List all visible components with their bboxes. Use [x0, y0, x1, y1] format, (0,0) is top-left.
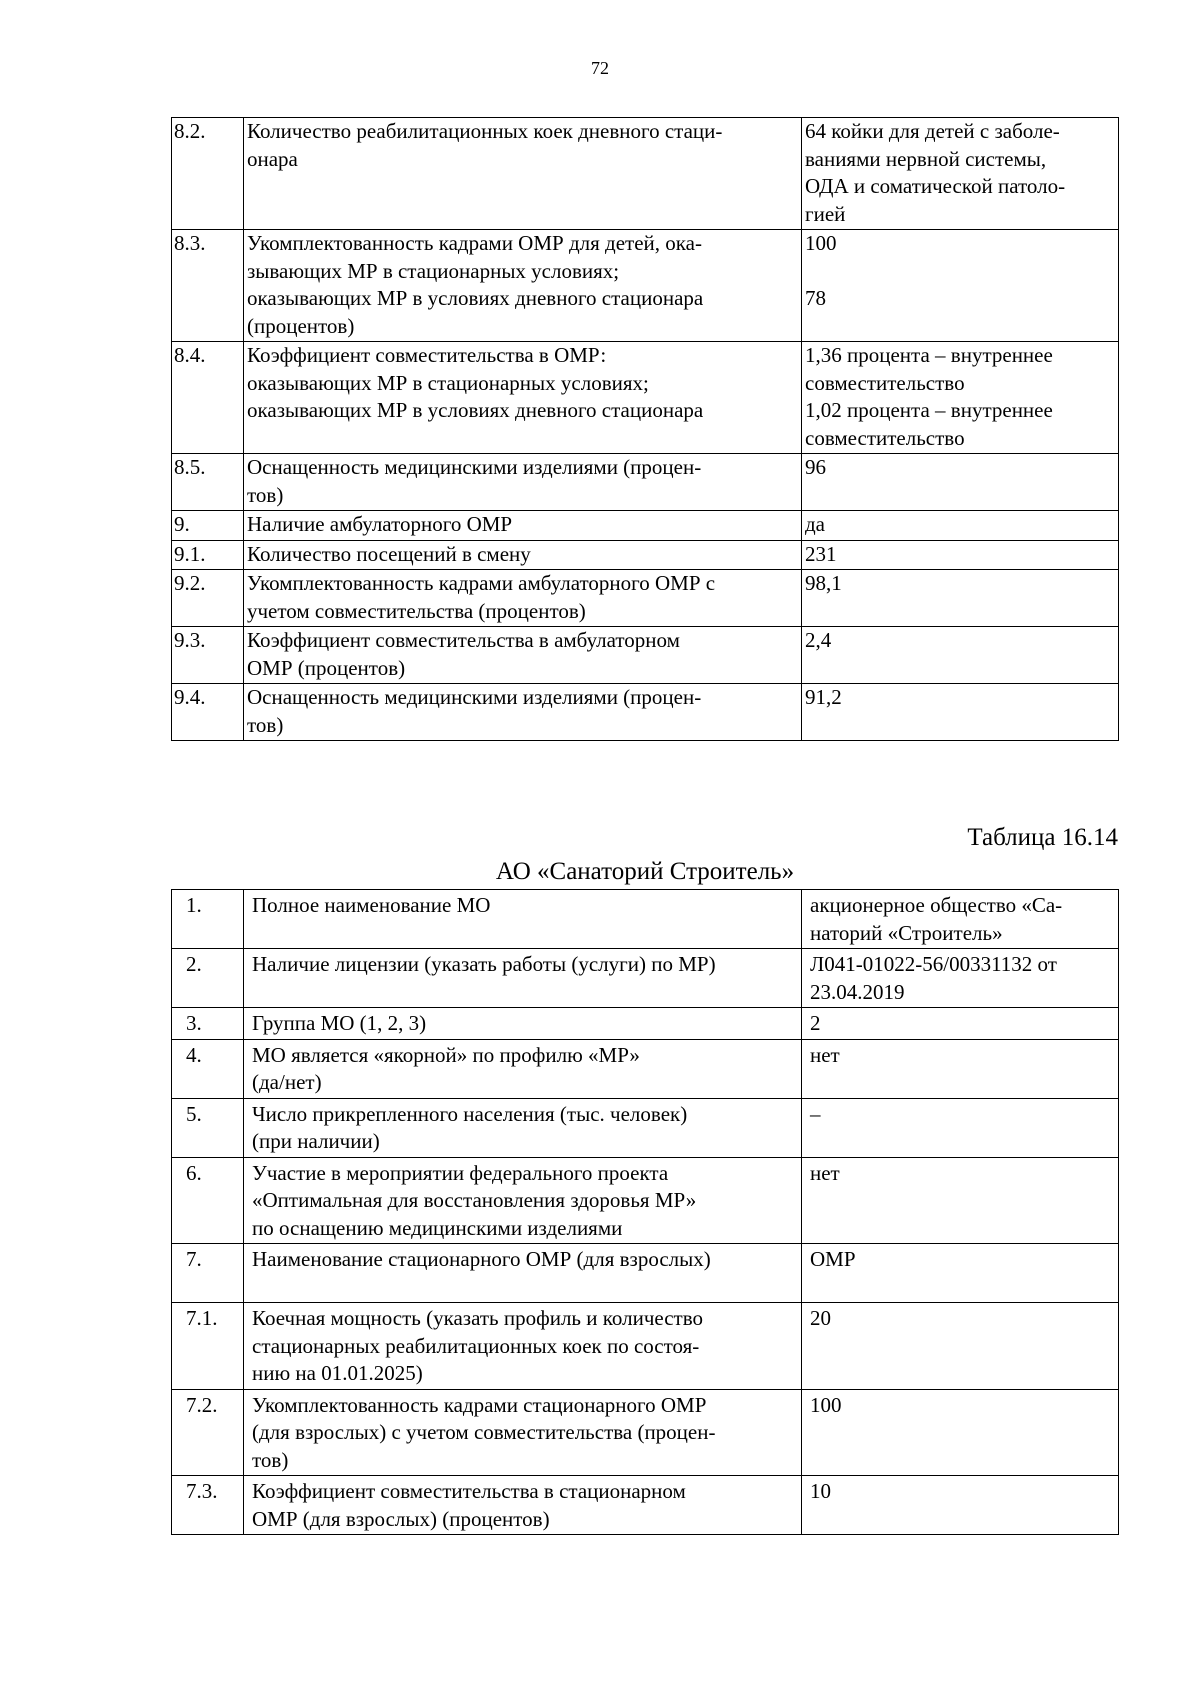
row-number: 9. [172, 511, 244, 541]
table-row [172, 118, 1119, 230]
indicator-name-line: Коечная мощность (указать профиль и количество [252, 1306, 703, 1330]
indicator-name [244, 540, 802, 570]
indicator-value-line: ваниями нервной системы, [805, 146, 1047, 171]
indicator-name-line: (да/нет) [252, 1070, 322, 1094]
indicator-value [802, 890, 1119, 949]
table-caption: Таблица 16.14 [967, 824, 1118, 851]
indicator-value-line: да [805, 512, 826, 536]
table-row [172, 1476, 1119, 1535]
indicator-value [802, 684, 1119, 741]
indicator-name-line: учетом совместительства (процентов) [247, 598, 586, 623]
indicator-name [244, 1303, 802, 1390]
indicator-value-line: нет [810, 1042, 840, 1067]
indicator-name-line: (при наличии) [252, 1129, 380, 1153]
sanatorium-stroitel-table [171, 889, 1119, 1535]
indicator-name-line: Число прикрепленного населения (тыс. человек) [252, 1101, 688, 1126]
indicator-value [802, 118, 1119, 230]
indicator-name-line [252, 1274, 795, 1302]
indicator-name-line: оказывающих МР в условиях дневного стационара [247, 286, 704, 310]
indicator-value [802, 540, 1119, 570]
indicator-name-line: Укомплектованность кадрами амбулаторного ОМР с [247, 571, 716, 595]
table-row [172, 454, 1119, 511]
indicator-value-line: нет [810, 1160, 840, 1185]
indicator-value-line: акционерное общество «Са- [810, 893, 1063, 917]
indicator-name-line: МО является «якорной» по профилю «МР» [252, 1042, 640, 1067]
indicator-value [802, 1303, 1119, 1390]
indicator-value [802, 1476, 1119, 1535]
indicator-name-line: ОМР (процентов) [247, 655, 406, 680]
table-row [172, 890, 1119, 949]
row-number: 9.2. [172, 570, 244, 627]
indicator-value-line: 64 койки для детей с заболе- [805, 119, 1060, 143]
indicator-name-line: Укомплектованность кадрами стационарного ОМР [252, 1392, 707, 1417]
table-row [172, 1389, 1119, 1476]
indicator-name [244, 1476, 802, 1535]
row-number: 8.3. [172, 230, 244, 342]
indicator-value-line: 20 [810, 1306, 831, 1330]
indicator-name-line: тов) [247, 712, 284, 737]
indicator-value-line: 231 [805, 541, 837, 566]
indicator-name-line: Количество посещений в смену [247, 541, 531, 566]
indicator-name [244, 511, 802, 541]
row-number: 8.5. [172, 454, 244, 511]
indicator-name-line: Участие в мероприятии федерального проекта [252, 1160, 669, 1185]
indicator-value-line: 1,36 процента – внутреннее [805, 343, 1053, 367]
indicator-name [244, 949, 802, 1008]
row-number: 6. [172, 1157, 244, 1244]
indicator-value-line: 100 [810, 1392, 842, 1417]
row-number: 7.2. [172, 1389, 244, 1476]
indicator-value-line: 1,02 процента – внутреннее [805, 398, 1053, 422]
indicator-name [244, 570, 802, 627]
table-row [172, 1157, 1119, 1244]
row-number: 7.3. [172, 1476, 244, 1535]
table-row [172, 1008, 1119, 1040]
row-number: 2. [172, 949, 244, 1008]
indicator-name-line: тов) [252, 1447, 289, 1472]
indicator-name-line: Оснащенность медицинскими изделиями (процен- [247, 685, 702, 709]
indicator-name-line: Коэффициент совместительства в амбулаторном [247, 628, 680, 652]
indicator-value-line: Л041-01022-56/00331132 от [810, 952, 1057, 976]
table-row [172, 627, 1119, 684]
row-number: 8.2. [172, 118, 244, 230]
indicator-value-line: 91,2 [805, 685, 842, 709]
indicator-name [244, 1039, 802, 1098]
indicator-name [244, 454, 802, 511]
row-number: 5. [172, 1098, 244, 1157]
indicator-name-line: Группа МО (1, 2, 3) [252, 1011, 427, 1035]
indicator-value [802, 454, 1119, 511]
indicator-name-line: Количество реабилитационных коек дневного стаци- [247, 119, 723, 143]
indicator-value-line: 2 [810, 1011, 821, 1035]
page-number: 72 [591, 58, 609, 78]
indicators-table-continued [171, 117, 1119, 741]
indicator-name-line: (для взрослых) с учетом совместительства (процен- [252, 1420, 716, 1444]
indicator-name [244, 627, 802, 684]
indicator-value [802, 1157, 1119, 1244]
indicator-value-line: ОМР [810, 1247, 856, 1271]
indicator-name [244, 1157, 802, 1244]
indicator-value [802, 570, 1119, 627]
indicator-value-line: 98,1 [805, 571, 842, 595]
table-title: АО «Санаторий Строитель» [495, 858, 795, 885]
indicator-name-line: Укомплектованность кадрами ОМР для детей, ока- [247, 231, 702, 255]
indicator-name [244, 1244, 802, 1303]
indicator-name-line: (процентов) [247, 313, 355, 338]
table-row [172, 684, 1119, 741]
indicator-value-line: 96 [805, 455, 826, 479]
row-number: 8.4. [172, 342, 244, 454]
row-number: 3. [172, 1008, 244, 1040]
table-row [172, 230, 1119, 342]
indicator-name [244, 342, 802, 454]
indicator-value-line [805, 258, 1114, 286]
indicator-name-line: Коэффициент совместительства в ОМР: [247, 343, 607, 367]
indicator-value [802, 627, 1119, 684]
indicator-value-line: 2,4 [805, 628, 832, 652]
indicator-name [244, 684, 802, 741]
indicator-name-line: Оснащенность медицинскими изделиями (процен- [247, 455, 702, 479]
indicator-value-line: 100 [805, 231, 837, 255]
table-row [172, 511, 1119, 541]
indicator-value-line: наторий «Строитель» [810, 920, 1003, 945]
indicator-name-line: оказывающих МР в стационарных условиях; [247, 370, 649, 395]
indicator-name-line: оказывающих МР в условиях дневного стационара [247, 398, 704, 422]
indicator-value [802, 1008, 1119, 1040]
indicator-name-line: онара [247, 146, 298, 171]
indicator-value [802, 1389, 1119, 1476]
indicator-name-line: Коэффициент совместительства в стационарном [252, 1479, 686, 1503]
indicator-value [802, 342, 1119, 454]
indicator-value [802, 949, 1119, 1008]
indicator-name-line: зывающих МР в стационарных условиях; [247, 258, 620, 283]
table-row [172, 1303, 1119, 1390]
indicator-name [244, 890, 802, 949]
indicator-name [244, 1008, 802, 1040]
indicator-name-line: «Оптимальная для восстановления здоровья МР» [252, 1188, 697, 1212]
table-row [172, 1244, 1119, 1303]
indicator-value [802, 1098, 1119, 1157]
row-number: 9.4. [172, 684, 244, 741]
table-row [172, 570, 1119, 627]
indicator-name [244, 230, 802, 342]
indicator-name-line: Наличие лицензии (указать работы (услуги) по МР) [252, 952, 716, 976]
indicator-value-line: 10 [810, 1479, 831, 1503]
indicator-value-line: ОДА и соматической патоло- [805, 174, 1066, 198]
indicator-name [244, 118, 802, 230]
table-row [172, 1098, 1119, 1157]
indicator-name [244, 1389, 802, 1476]
indicator-value [802, 1244, 1119, 1303]
row-number: 1. [172, 890, 244, 949]
row-number: 7. [172, 1244, 244, 1303]
row-number: 4. [172, 1039, 244, 1098]
row-number: 9.3. [172, 627, 244, 684]
indicator-name-line: стационарных реабилитационных коек по состоя- [252, 1333, 700, 1358]
indicator-value-line: гией [805, 201, 846, 226]
indicator-name-line: нию на 01.01.2025) [252, 1361, 423, 1385]
indicator-value-line: совместительство [805, 370, 965, 395]
indicator-name-line: Наличие амбулаторного ОМР [247, 512, 513, 536]
table-row [172, 949, 1119, 1008]
indicator-value [802, 1039, 1119, 1098]
indicator-name-line: Наименование стационарного ОМР (для взрослых) [252, 1247, 711, 1271]
indicator-value-line: – [810, 1101, 821, 1126]
row-number: 9.1. [172, 540, 244, 570]
table-row [172, 342, 1119, 454]
indicator-value [802, 511, 1119, 541]
table-row [172, 540, 1119, 570]
indicator-value-line: совместительство [805, 425, 965, 450]
indicator-name-line: ОМР (для взрослых) (процентов) [252, 1506, 550, 1531]
indicator-name-line: по оснащению медицинскими изделиями [252, 1215, 623, 1240]
table-row [172, 1039, 1119, 1098]
indicator-value-line: 78 [805, 286, 826, 310]
indicator-name-line: тов) [247, 482, 284, 507]
row-number: 7.1. [172, 1303, 244, 1390]
indicator-name-line: Полное наименование МО [252, 893, 491, 917]
indicator-value [802, 230, 1119, 342]
indicator-name [244, 1098, 802, 1157]
indicator-value-line: 23.04.2019 [810, 979, 905, 1004]
